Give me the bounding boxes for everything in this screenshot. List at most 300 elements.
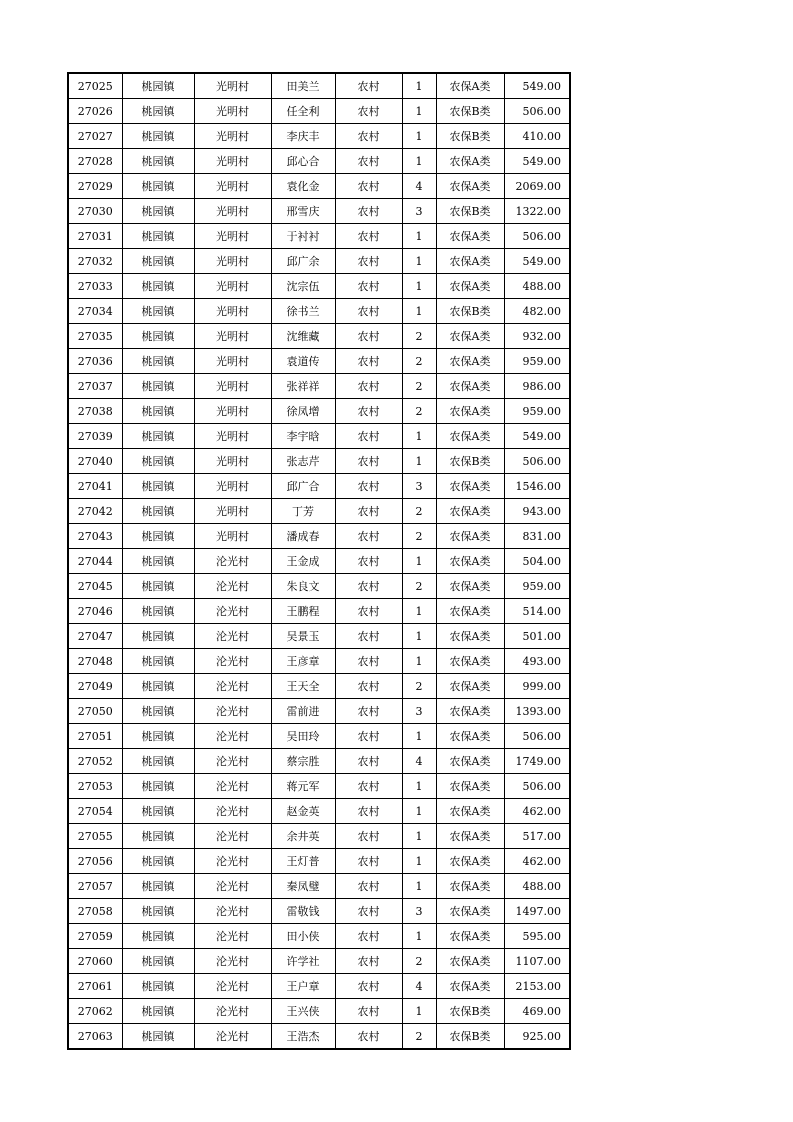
insurance-category-cell: 农保A类 [436, 824, 504, 849]
insurance-category-cell: 农保B类 [436, 99, 504, 124]
person-name-cell: 赵金英 [271, 799, 335, 824]
member-count-cell: 1 [402, 449, 436, 474]
insurance-category-cell: 农保A类 [436, 599, 504, 624]
town-cell: 桃园镇 [122, 849, 194, 874]
amount-cell: 595.00 [504, 924, 570, 949]
table-row [68, 899, 570, 924]
amount-cell: 1393.00 [504, 699, 570, 724]
record-id-cell: 27036 [68, 349, 122, 374]
village-cell: 沦光村 [194, 749, 271, 774]
village-cell: 沦光村 [194, 549, 271, 574]
member-count-cell: 4 [402, 974, 436, 999]
insurance-category-cell: 农保A类 [436, 349, 504, 374]
table-row [68, 349, 570, 374]
insurance-category-cell: 农保A类 [436, 724, 504, 749]
town-cell: 桃园镇 [122, 499, 194, 524]
member-count-cell: 1 [402, 549, 436, 574]
amount-cell: 1749.00 [504, 749, 570, 774]
town-cell: 桃园镇 [122, 749, 194, 774]
village-cell: 光明村 [194, 474, 271, 499]
table-row [68, 999, 570, 1024]
town-cell: 桃园镇 [122, 949, 194, 974]
amount-cell: 493.00 [504, 649, 570, 674]
amount-cell: 1546.00 [504, 474, 570, 499]
person-name-cell: 徐凤增 [271, 399, 335, 424]
table-row [68, 449, 570, 474]
amount-cell: 549.00 [504, 73, 570, 99]
table-row [68, 849, 570, 874]
town-cell: 桃园镇 [122, 399, 194, 424]
member-count-cell: 1 [402, 299, 436, 324]
insurance-category-cell: 农保A类 [436, 424, 504, 449]
record-id-cell: 27060 [68, 949, 122, 974]
town-cell: 桃园镇 [122, 374, 194, 399]
record-id-cell: 27049 [68, 674, 122, 699]
amount-cell: 488.00 [504, 274, 570, 299]
village-cell: 光明村 [194, 349, 271, 374]
household-type-cell: 农村 [335, 224, 402, 249]
record-id-cell: 27057 [68, 874, 122, 899]
table-row [68, 399, 570, 424]
member-count-cell: 1 [402, 99, 436, 124]
town-cell: 桃园镇 [122, 99, 194, 124]
town-cell: 桃园镇 [122, 774, 194, 799]
household-type-cell: 农村 [335, 999, 402, 1024]
member-count-cell: 1 [402, 924, 436, 949]
amount-cell: 506.00 [504, 774, 570, 799]
table-row [68, 149, 570, 174]
member-count-cell: 1 [402, 224, 436, 249]
insurance-category-cell: 农保B类 [436, 999, 504, 1024]
household-type-cell: 农村 [335, 1024, 402, 1050]
insurance-category-cell: 农保A类 [436, 249, 504, 274]
household-type-cell: 农村 [335, 849, 402, 874]
village-cell: 沦光村 [194, 674, 271, 699]
person-name-cell: 李庆丰 [271, 124, 335, 149]
table-row [68, 599, 570, 624]
record-id-cell: 27052 [68, 749, 122, 774]
insurance-category-cell: 农保A类 [436, 274, 504, 299]
amount-cell: 506.00 [504, 224, 570, 249]
village-cell: 光明村 [194, 149, 271, 174]
record-id-cell: 27045 [68, 574, 122, 599]
village-cell: 沦光村 [194, 974, 271, 999]
household-type-cell: 农村 [335, 199, 402, 224]
household-type-cell: 农村 [335, 73, 402, 99]
household-type-cell: 农村 [335, 574, 402, 599]
person-name-cell: 王彦章 [271, 649, 335, 674]
amount-cell: 999.00 [504, 674, 570, 699]
town-cell: 桃园镇 [122, 999, 194, 1024]
household-type-cell: 农村 [335, 674, 402, 699]
member-count-cell: 1 [402, 874, 436, 899]
amount-cell: 549.00 [504, 424, 570, 449]
village-cell: 沦光村 [194, 874, 271, 899]
insurance-category-cell: 农保B类 [436, 299, 504, 324]
village-cell: 光明村 [194, 274, 271, 299]
table-row [68, 974, 570, 999]
town-cell: 桃园镇 [122, 699, 194, 724]
household-type-cell: 农村 [335, 149, 402, 174]
amount-cell: 504.00 [504, 549, 570, 574]
town-cell: 桃园镇 [122, 1024, 194, 1050]
village-cell: 光明村 [194, 174, 271, 199]
village-cell: 光明村 [194, 499, 271, 524]
table-row [68, 749, 570, 774]
amount-cell: 986.00 [504, 374, 570, 399]
amount-cell: 943.00 [504, 499, 570, 524]
person-name-cell: 王浩杰 [271, 1024, 335, 1050]
village-cell: 沦光村 [194, 699, 271, 724]
member-count-cell: 1 [402, 599, 436, 624]
village-cell: 光明村 [194, 224, 271, 249]
insurance-category-cell: 农保A类 [436, 674, 504, 699]
insurance-category-cell: 农保A类 [436, 73, 504, 99]
table-row [68, 774, 570, 799]
amount-cell: 959.00 [504, 574, 570, 599]
amount-cell: 501.00 [504, 624, 570, 649]
insurance-category-cell: 农保B类 [436, 1024, 504, 1050]
table-row [68, 824, 570, 849]
record-id-cell: 27056 [68, 849, 122, 874]
member-count-cell: 1 [402, 824, 436, 849]
insurance-category-cell: 农保B类 [436, 199, 504, 224]
record-id-cell: 27028 [68, 149, 122, 174]
village-cell: 沦光村 [194, 774, 271, 799]
village-cell: 沦光村 [194, 824, 271, 849]
person-name-cell: 袁化金 [271, 174, 335, 199]
insurance-category-cell: 农保A类 [436, 899, 504, 924]
record-id-cell: 27034 [68, 299, 122, 324]
amount-cell: 506.00 [504, 99, 570, 124]
person-name-cell: 张祥祥 [271, 374, 335, 399]
insurance-category-cell: 农保B类 [436, 449, 504, 474]
record-id-cell: 27062 [68, 999, 122, 1024]
town-cell: 桃园镇 [122, 799, 194, 824]
table-row [68, 324, 570, 349]
household-type-cell: 农村 [335, 349, 402, 374]
insurance-category-cell: 农保A类 [436, 799, 504, 824]
table-row [68, 174, 570, 199]
town-cell: 桃园镇 [122, 649, 194, 674]
town-cell: 桃园镇 [122, 174, 194, 199]
record-id-cell: 27025 [68, 73, 122, 99]
household-type-cell: 农村 [335, 549, 402, 574]
town-cell: 桃园镇 [122, 874, 194, 899]
household-type-cell: 农村 [335, 774, 402, 799]
insurance-category-cell: 农保A类 [436, 849, 504, 874]
amount-cell: 462.00 [504, 799, 570, 824]
household-type-cell: 农村 [335, 524, 402, 549]
town-cell: 桃园镇 [122, 599, 194, 624]
amount-cell: 932.00 [504, 324, 570, 349]
household-type-cell: 农村 [335, 824, 402, 849]
village-cell: 光明村 [194, 424, 271, 449]
household-type-cell: 农村 [335, 424, 402, 449]
insurance-category-cell: 农保A类 [436, 749, 504, 774]
insurance-category-cell: 农保A类 [436, 974, 504, 999]
amount-cell: 506.00 [504, 449, 570, 474]
record-id-cell: 27042 [68, 499, 122, 524]
person-name-cell: 沈宗伍 [271, 274, 335, 299]
member-count-cell: 4 [402, 749, 436, 774]
table-row [68, 724, 570, 749]
amount-cell: 549.00 [504, 149, 570, 174]
town-cell: 桃园镇 [122, 349, 194, 374]
village-cell: 沦光村 [194, 724, 271, 749]
household-type-cell: 农村 [335, 924, 402, 949]
amount-cell: 1497.00 [504, 899, 570, 924]
table-row [68, 99, 570, 124]
household-type-cell: 农村 [335, 624, 402, 649]
person-name-cell: 王户章 [271, 974, 335, 999]
household-type-cell: 农村 [335, 249, 402, 274]
village-cell: 光明村 [194, 249, 271, 274]
village-cell: 沦光村 [194, 924, 271, 949]
record-id-cell: 27033 [68, 274, 122, 299]
person-name-cell: 秦凤璧 [271, 874, 335, 899]
person-name-cell: 邱心合 [271, 149, 335, 174]
town-cell: 桃园镇 [122, 824, 194, 849]
person-name-cell: 徐书兰 [271, 299, 335, 324]
household-type-cell: 农村 [335, 749, 402, 774]
amount-cell: 469.00 [504, 999, 570, 1024]
person-name-cell: 王灯普 [271, 849, 335, 874]
household-type-cell: 农村 [335, 449, 402, 474]
household-type-cell: 农村 [335, 274, 402, 299]
village-cell: 沦光村 [194, 624, 271, 649]
insurance-category-cell: 农保A类 [436, 574, 504, 599]
household-type-cell: 农村 [335, 174, 402, 199]
table-row [68, 224, 570, 249]
insurance-category-cell: 农保A类 [436, 374, 504, 399]
member-count-cell: 2 [402, 374, 436, 399]
insurance-category-cell: 农保A类 [436, 924, 504, 949]
table-row [68, 499, 570, 524]
household-type-cell: 农村 [335, 399, 402, 424]
town-cell: 桃园镇 [122, 199, 194, 224]
table-row [68, 624, 570, 649]
amount-cell: 959.00 [504, 399, 570, 424]
town-cell: 桃园镇 [122, 624, 194, 649]
amount-cell: 2069.00 [504, 174, 570, 199]
member-count-cell: 1 [402, 849, 436, 874]
member-count-cell: 1 [402, 724, 436, 749]
table-row [68, 274, 570, 299]
household-type-cell: 农村 [335, 649, 402, 674]
person-name-cell: 吴景玉 [271, 624, 335, 649]
table-row [68, 424, 570, 449]
record-id-cell: 27038 [68, 399, 122, 424]
person-name-cell: 田小侠 [271, 924, 335, 949]
record-id-cell: 27035 [68, 324, 122, 349]
person-name-cell: 袁道传 [271, 349, 335, 374]
table-row [68, 924, 570, 949]
member-count-cell: 2 [402, 574, 436, 599]
member-count-cell: 3 [402, 899, 436, 924]
record-id-cell: 27054 [68, 799, 122, 824]
village-cell: 光明村 [194, 199, 271, 224]
member-count-cell: 2 [402, 949, 436, 974]
village-cell: 光明村 [194, 124, 271, 149]
member-count-cell: 1 [402, 774, 436, 799]
table-row [68, 199, 570, 224]
village-cell: 光明村 [194, 99, 271, 124]
record-id-cell: 27026 [68, 99, 122, 124]
town-cell: 桃园镇 [122, 899, 194, 924]
household-type-cell: 农村 [335, 974, 402, 999]
member-count-cell: 1 [402, 274, 436, 299]
town-cell: 桃园镇 [122, 424, 194, 449]
record-id-cell: 27041 [68, 474, 122, 499]
village-cell: 光明村 [194, 449, 271, 474]
town-cell: 桃园镇 [122, 974, 194, 999]
record-id-cell: 27061 [68, 974, 122, 999]
insurance-category-cell: 农保A类 [436, 149, 504, 174]
amount-cell: 959.00 [504, 349, 570, 374]
village-cell: 沦光村 [194, 999, 271, 1024]
table-row [68, 474, 570, 499]
record-id-cell: 27027 [68, 124, 122, 149]
amount-cell: 488.00 [504, 874, 570, 899]
household-type-cell: 农村 [335, 374, 402, 399]
insurance-category-cell: 农保A类 [436, 524, 504, 549]
insurance-category-cell: 农保A类 [436, 649, 504, 674]
person-name-cell: 李宇晗 [271, 424, 335, 449]
household-type-cell: 农村 [335, 599, 402, 624]
member-count-cell: 2 [402, 524, 436, 549]
member-count-cell: 2 [402, 674, 436, 699]
town-cell: 桃园镇 [122, 449, 194, 474]
village-cell: 沦光村 [194, 574, 271, 599]
record-id-cell: 27037 [68, 374, 122, 399]
village-cell: 沦光村 [194, 949, 271, 974]
town-cell: 桃园镇 [122, 299, 194, 324]
amount-cell: 514.00 [504, 599, 570, 624]
insurance-category-cell: 农保A类 [436, 474, 504, 499]
record-id-cell: 27059 [68, 924, 122, 949]
person-name-cell: 于衬衬 [271, 224, 335, 249]
person-name-cell: 许学社 [271, 949, 335, 974]
member-count-cell: 1 [402, 799, 436, 824]
amount-cell: 831.00 [504, 524, 570, 549]
town-cell: 桃园镇 [122, 124, 194, 149]
record-id-cell: 27048 [68, 649, 122, 674]
table-row [68, 299, 570, 324]
member-count-cell: 3 [402, 199, 436, 224]
record-id-cell: 27050 [68, 699, 122, 724]
record-id-cell: 27043 [68, 524, 122, 549]
insurance-category-cell: 农保A类 [436, 174, 504, 199]
member-count-cell: 1 [402, 649, 436, 674]
amount-cell: 549.00 [504, 249, 570, 274]
record-id-cell: 27055 [68, 824, 122, 849]
household-type-cell: 农村 [335, 299, 402, 324]
village-cell: 光明村 [194, 399, 271, 424]
amount-cell: 2153.00 [504, 974, 570, 999]
town-cell: 桃园镇 [122, 724, 194, 749]
person-name-cell: 丁芳 [271, 499, 335, 524]
town-cell: 桃园镇 [122, 574, 194, 599]
town-cell: 桃园镇 [122, 274, 194, 299]
village-cell: 沦光村 [194, 849, 271, 874]
member-count-cell: 2 [402, 499, 436, 524]
record-id-cell: 27031 [68, 224, 122, 249]
village-cell: 光明村 [194, 524, 271, 549]
insurance-category-cell: 农保A类 [436, 774, 504, 799]
household-type-cell: 农村 [335, 324, 402, 349]
insurance-category-cell: 农保A类 [436, 624, 504, 649]
roster-table [67, 72, 571, 1050]
town-cell: 桃园镇 [122, 549, 194, 574]
member-count-cell: 3 [402, 699, 436, 724]
table-row [68, 549, 570, 574]
record-id-cell: 27040 [68, 449, 122, 474]
table-row [68, 799, 570, 824]
amount-cell: 1322.00 [504, 199, 570, 224]
household-type-cell: 农村 [335, 499, 402, 524]
amount-cell: 506.00 [504, 724, 570, 749]
member-count-cell: 1 [402, 124, 436, 149]
village-cell: 沦光村 [194, 649, 271, 674]
household-type-cell: 农村 [335, 124, 402, 149]
village-cell: 光明村 [194, 374, 271, 399]
table-row [68, 699, 570, 724]
person-name-cell: 邱广余 [271, 249, 335, 274]
village-cell: 光明村 [194, 299, 271, 324]
amount-cell: 1107.00 [504, 949, 570, 974]
household-type-cell: 农村 [335, 874, 402, 899]
person-name-cell: 王鹏程 [271, 599, 335, 624]
table-row [68, 73, 570, 99]
person-name-cell: 张志芹 [271, 449, 335, 474]
amount-cell: 462.00 [504, 849, 570, 874]
member-count-cell: 1 [402, 424, 436, 449]
record-id-cell: 27051 [68, 724, 122, 749]
table-row [68, 674, 570, 699]
village-cell: 沦光村 [194, 1024, 271, 1050]
record-id-cell: 27030 [68, 199, 122, 224]
village-cell: 光明村 [194, 73, 271, 99]
person-name-cell: 王兴侠 [271, 999, 335, 1024]
member-count-cell: 3 [402, 474, 436, 499]
town-cell: 桃园镇 [122, 73, 194, 99]
insurance-category-cell: 农保A类 [436, 399, 504, 424]
person-name-cell: 邱广合 [271, 474, 335, 499]
town-cell: 桃园镇 [122, 674, 194, 699]
record-id-cell: 27058 [68, 899, 122, 924]
person-name-cell: 邢雪庆 [271, 199, 335, 224]
person-name-cell: 沈维藏 [271, 324, 335, 349]
household-type-cell: 农村 [335, 799, 402, 824]
member-count-cell: 1 [402, 149, 436, 174]
amount-cell: 482.00 [504, 299, 570, 324]
table-row [68, 574, 570, 599]
amount-cell: 410.00 [504, 124, 570, 149]
insurance-category-cell: 农保A类 [436, 874, 504, 899]
town-cell: 桃园镇 [122, 524, 194, 549]
household-type-cell: 农村 [335, 99, 402, 124]
insurance-category-cell: 农保B类 [436, 124, 504, 149]
village-cell: 沦光村 [194, 599, 271, 624]
member-count-cell: 1 [402, 73, 436, 99]
amount-cell: 925.00 [504, 1024, 570, 1050]
village-cell: 沦光村 [194, 799, 271, 824]
table-row [68, 874, 570, 899]
person-name-cell: 潘成春 [271, 524, 335, 549]
member-count-cell: 2 [402, 324, 436, 349]
person-name-cell: 任全利 [271, 99, 335, 124]
